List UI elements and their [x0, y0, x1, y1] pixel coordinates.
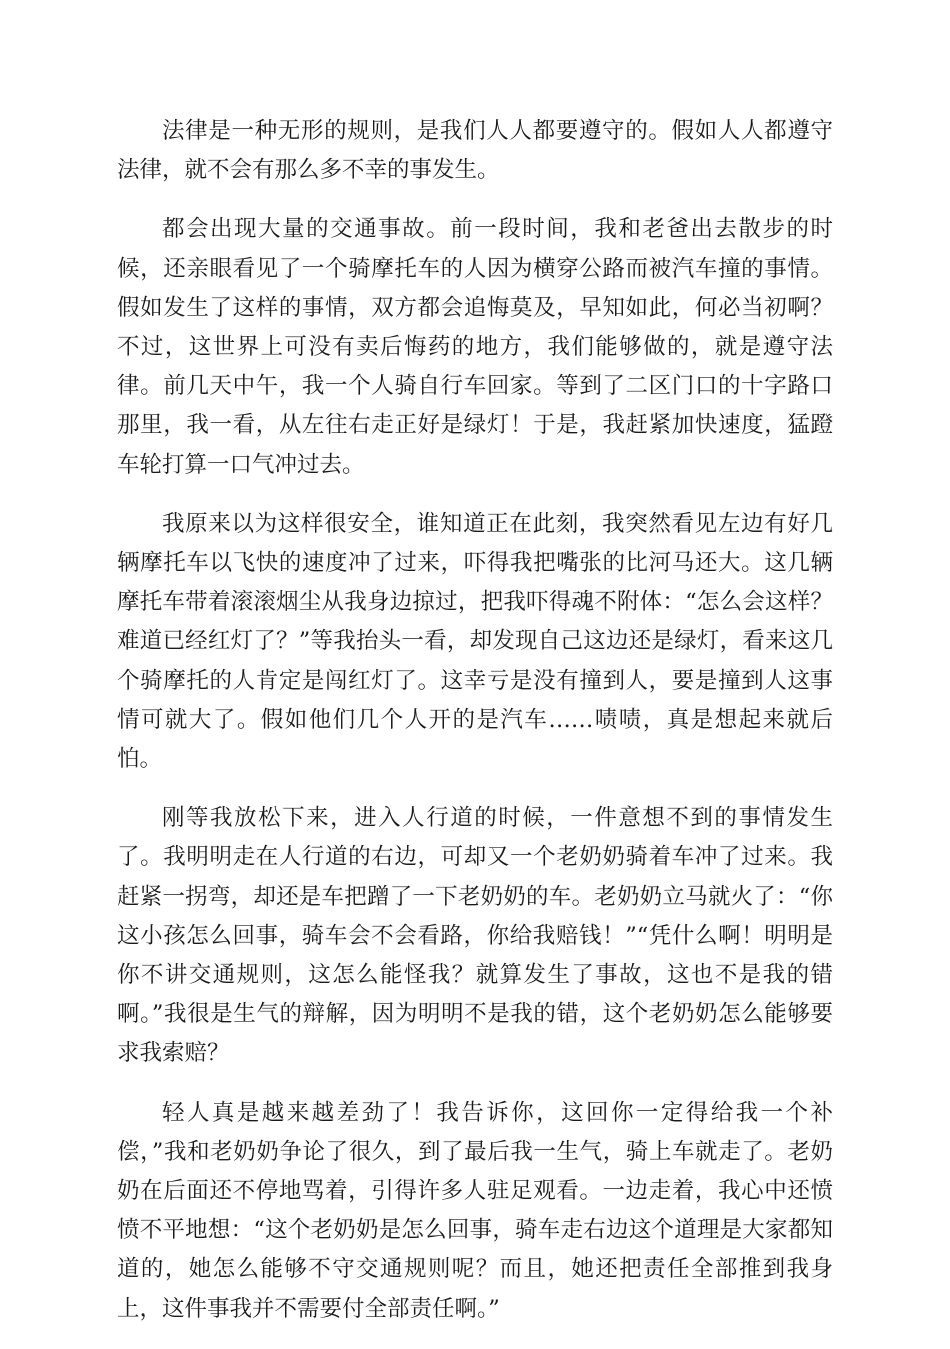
paragraph-5: 轻人真是越来越差劲了！我告诉你，这回你一定得给我一个补偿，”我和老奶奶争论了很久，到了最后我一生气，骑上车就走了。老奶奶在后面还不停地骂着，引得许多人驻足观看。一边走着，我心中还愤愤不平地想：“这个老奶奶是怎么回事，骑车走右边这个道理是大家都知道的，她怎么能够不守交通规则呢？而且，她还把责任全部推到我身上，这件事我并不需要付全部责任啊。”: [117, 1099, 833, 1322]
paragraph-3: 我原来以为这样很安全，谁知道正在此刻，我突然看见左边有好几辆摩托车以飞快的速度冲了过来，吓得我把嘴张的比河马还大。这几辆摩托车带着滚滚烟尘从我身边掠过，把我吓得魂不附体：“怎么会这样？难道已经红灯了？”等我抬头一看，却发现自己这边还是绿灯，看来这几个骑摩托的人肯定是闯红灯了。这幸亏是没有撞到人，要是撞到人这事情可就大了。假如他们几个人开的是汽车……啧啧，真是想起来就后怕。: [117, 510, 833, 773]
paragraph-1: 法律是一种无形的规则，是我们人人都要遵守的。假如人人都遵守法律，就不会有那么多不幸的事发生。: [117, 118, 833, 184]
document-body: [117, 112, 833, 1349]
paragraph-4: 刚等我放松下来，进入人行道的时候，一件意想不到的事情发生了。我明明走在人行道的右边，可却又一个老奶奶骑着车冲了过来。我赶紧一拐弯，却还是车把蹭了一下老奶奶的车。老奶奶立马就火了：“你这小孩怎么回事，骑车会不会看路，你给我赔钱！”“凭什么啊！明明是你不讲交通规则，这怎么能怪我？就算发生了事故，这也不是我的错啊。”我很是生气的辩解，因为明明不是我的错，这个老奶奶怎么能够要求我索赔？: [117, 805, 833, 1067]
paragraph-2: 都会出现大量的交通事故。前一段时间，我和老爸出去散步的时候，还亲眼看见了一个骑摩托车的人因为横穿公路而被汽车撞的事情。假如发生了这样的事情，双方都会追悔莫及，早知如此，何必当初啊？不过，这世界上可没有卖后悔药的地方，我们能够做的，就是遵守法律。前几天中午，我一个人骑自行车回家。等到了二区门口的十字路口那里，我一看，从左往右走正好是绿灯！于是，我赶紧加快速度，猛蹬车轮打算一口气冲过去。: [117, 216, 833, 478]
